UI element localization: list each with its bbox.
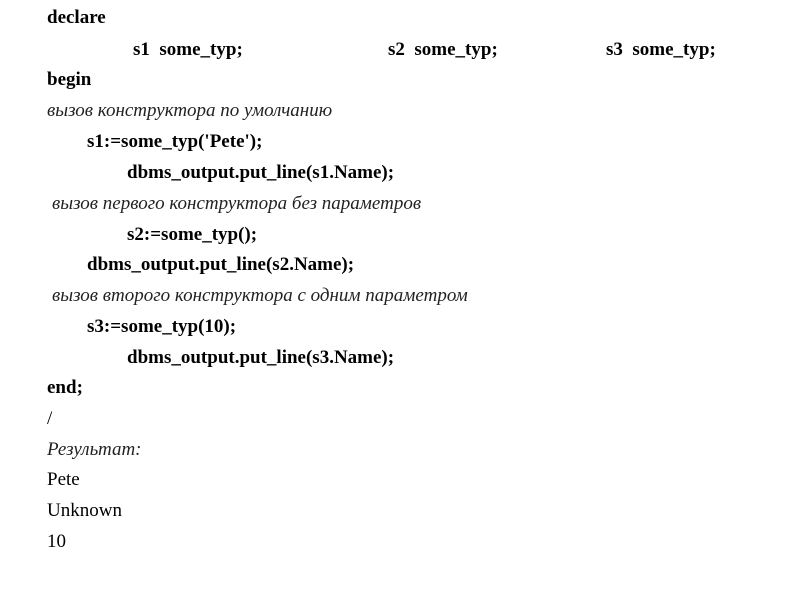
statement-assign-s2: s2:=some_typ(); xyxy=(127,224,258,245)
statement-output-s2: dbms_output.put_line(s2.Name); xyxy=(87,254,355,275)
keyword-declare: declare xyxy=(47,7,106,28)
result-line-1: Pete xyxy=(47,469,80,490)
keyword-end: end; xyxy=(47,377,83,398)
statement-assign-s1: s1:=some_typ('Pete'); xyxy=(87,131,263,152)
comment-second-constructor: вызов второго конструктора с одним параметром xyxy=(52,285,468,306)
block-terminator-slash: / xyxy=(47,408,53,429)
declaration-s3: s3 some_typ; xyxy=(606,39,716,60)
declaration-s2: s2 some_typ; xyxy=(388,39,498,60)
statement-assign-s3: s3:=some_typ(10); xyxy=(87,316,237,337)
result-line-2: Unknown xyxy=(47,500,122,521)
statement-output-s1: dbms_output.put_line(s1.Name); xyxy=(127,162,395,183)
result-line-3: 10 xyxy=(47,531,66,552)
comment-first-constructor: вызов первого конструктора без параметров xyxy=(52,193,422,214)
declaration-s1: s1 some_typ; xyxy=(133,39,243,60)
keyword-begin: begin xyxy=(47,69,92,90)
comment-default-constructor: вызов конструктора по умолчанию xyxy=(47,100,333,121)
statement-output-s3: dbms_output.put_line(s3.Name); xyxy=(127,347,395,368)
result-label: Результат: xyxy=(47,439,142,460)
